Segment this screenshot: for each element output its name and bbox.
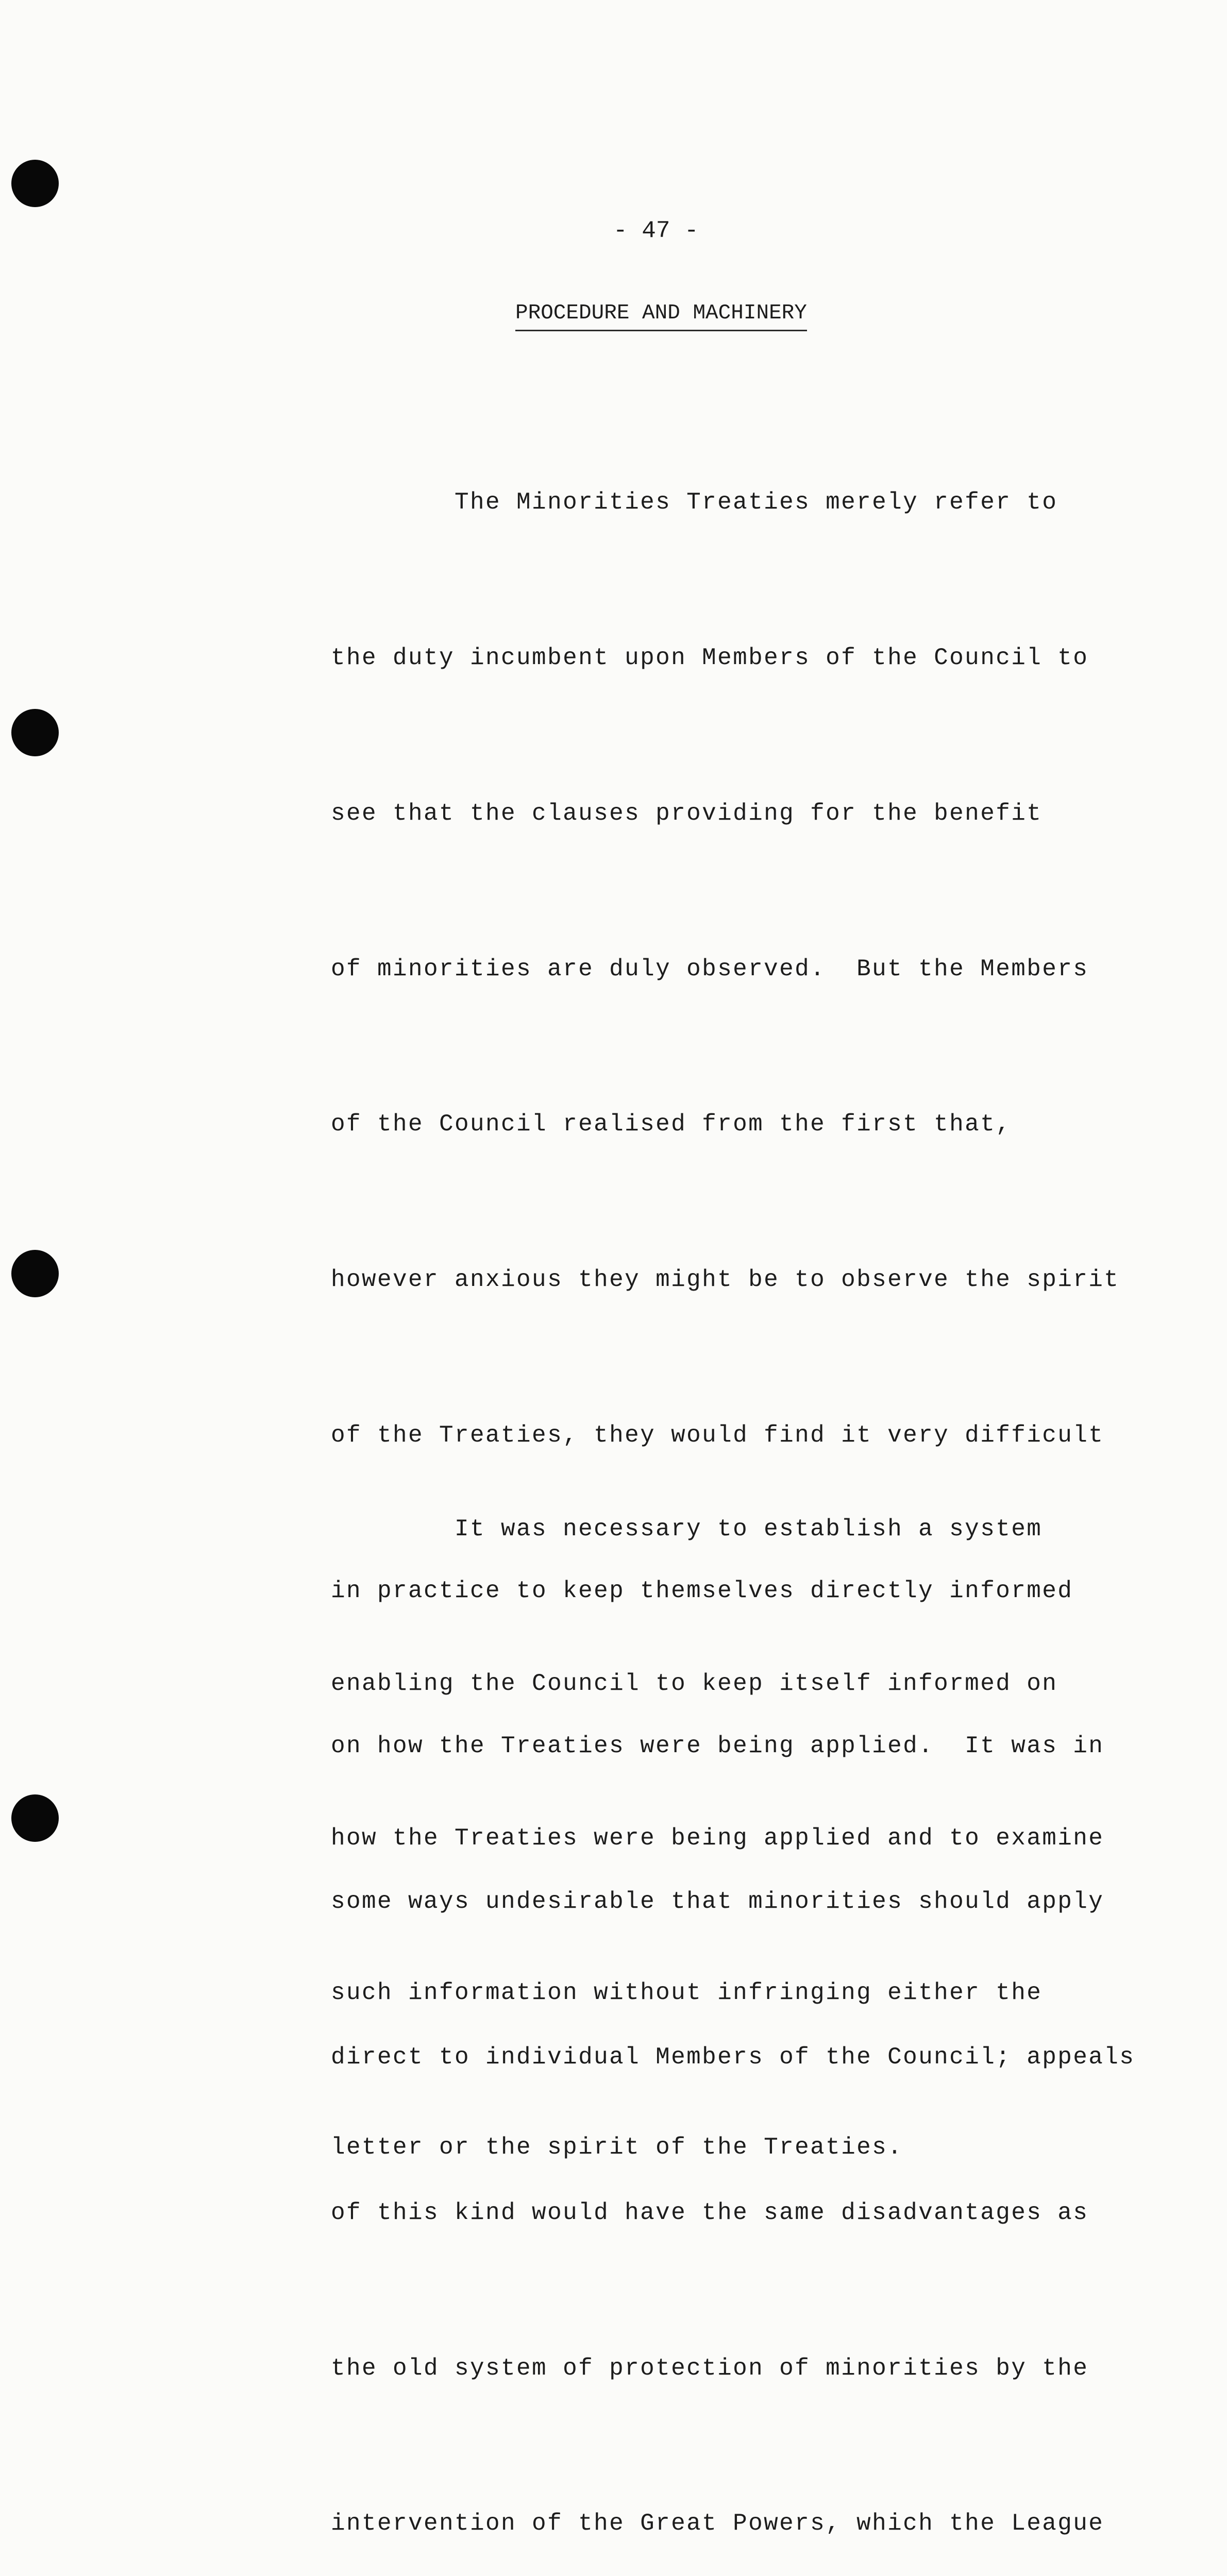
paragraph-line: direct to individual Members of the Council; appeals — [331, 2044, 1135, 2071]
paragraph-line: letter or the spirit of the Treaties. — [331, 2134, 903, 2161]
paragraph-line: however anxious they might be to observe the spirit — [331, 1266, 1120, 1294]
punch-hole-2 — [11, 709, 59, 756]
paragraph-line: of the Treaties, they would find it very difficult — [331, 1421, 1104, 1449]
paragraph-line: in practice to keep themselves directly informed — [331, 1577, 1073, 1604]
paragraph-line: of this kind would have the same disadvantages as — [331, 2199, 1089, 2226]
punch-hole-1 — [11, 160, 59, 207]
paragraph-line: the duty incumbent upon Members of the Council to — [331, 644, 1089, 671]
punch-hole-4 — [11, 1794, 59, 1842]
punch-hole-3 — [11, 1250, 59, 1297]
paragraph-line: the old system of protection of minorities by the — [331, 2354, 1089, 2382]
paragraph-line: It was necessary to establish a system — [331, 1516, 1043, 1543]
paragraph-line: such information without infringing either the — [331, 1979, 1043, 2006]
paragraph-line: The Minorities Treaties merely refer to — [331, 489, 1058, 516]
paragraph-line: some ways undesirable that minorities should apply — [331, 1888, 1104, 1916]
paragraph-line: of the Council realised from the first that, — [331, 1111, 1012, 1138]
paragraph-line: of minorities are duly observed. But the Members — [331, 955, 1089, 982]
paragraph-line: intervention of the Great Powers, which the League — [331, 2510, 1104, 2537]
paragraph-line: enabling the Council to keep itself informed on — [331, 1670, 1058, 1697]
paragraph-line: see that the clauses providing for the benefit — [331, 800, 1043, 827]
paragraph-2 — [331, 1400, 1181, 2225]
paragraph-line: on how the Treaties were being applied. It was in — [331, 1733, 1104, 1760]
paragraph-line: how the Treaties were being applied and to examine — [331, 1825, 1104, 1852]
section-heading: PROCEDURE AND MACHINERY — [515, 298, 807, 331]
page-number: - 47 - — [613, 217, 699, 244]
